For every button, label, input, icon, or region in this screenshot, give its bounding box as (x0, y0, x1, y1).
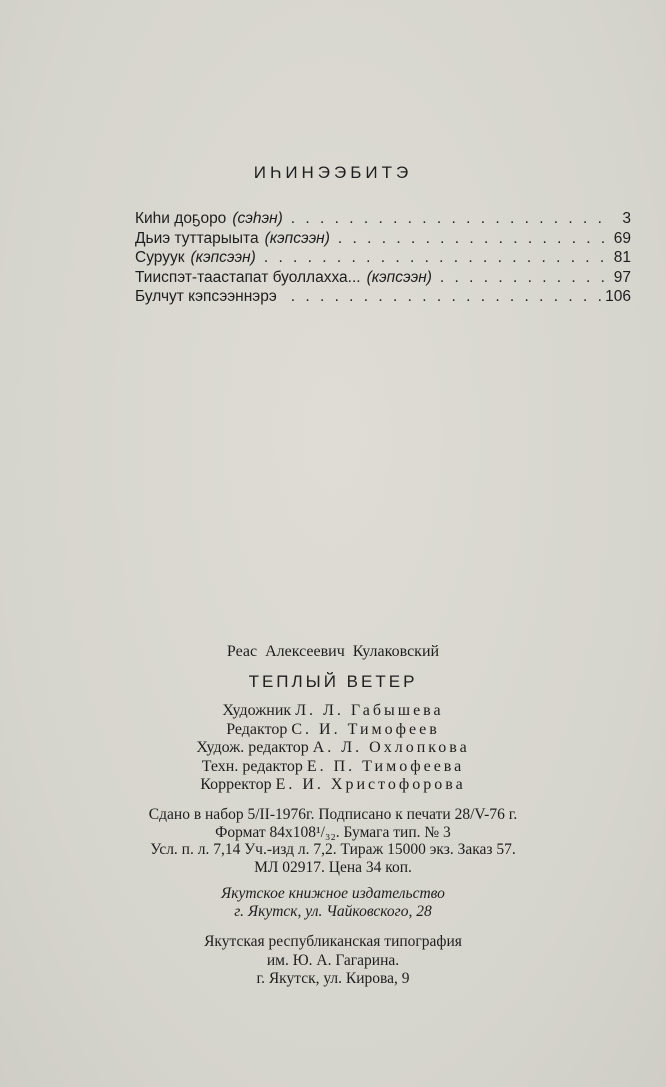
toc-entry-title: Суруук (135, 249, 185, 266)
toc-entry-page: 69 (613, 229, 631, 247)
printer-line: г. Якутск, ул. Кирова, 9 (256, 970, 410, 987)
credit-line (0, 702, 666, 721)
publisher-line: г. Якутск, ул. Чайковского, 28 (234, 903, 432, 920)
toc-entry (135, 288, 631, 308)
credits-block (0, 702, 666, 795)
pub-line: Формат 84х108¹/₃₂. Бумага тип. № 3 (215, 823, 451, 841)
pub-line: Усл. п. л. 7,14 Уч.-изд л. 7,2. Тираж 15000 экз. Заказ 57. (150, 841, 516, 858)
credit-line (0, 721, 666, 740)
credit-role: Техн. редактор (201, 757, 303, 775)
toc-entry (135, 269, 631, 289)
toc-leader-dots (440, 269, 605, 287)
toc-entry-genre: (сэһэн) (232, 210, 283, 227)
credit-role: Редактор (226, 720, 288, 738)
credit-name: Л. Л. Габышева (295, 702, 444, 719)
credit-role: Худож. редактор (196, 739, 309, 757)
toc-leader-dots (291, 288, 605, 306)
toc-entry-page: 3 (622, 210, 631, 227)
author-name: Реас Алексеевич Кулаковский (226, 643, 440, 660)
toc-leader-dots (291, 210, 605, 228)
toc-leader-dots (264, 249, 605, 267)
publisher-block (0, 885, 666, 921)
toc-entry (135, 210, 631, 230)
toc-entry-page: 97 (613, 268, 631, 286)
toc-entry-title: Булчут кэпсээннэрэ (135, 288, 277, 305)
toc-entry-title: Тииспэт-таастапат буоллахха... (135, 268, 361, 286)
toc-entry-genre: (кэпсээн) (264, 229, 330, 247)
book-title: ТЕПЛЫЙ ВЕТЕР (248, 672, 418, 691)
table-of-contents (135, 210, 631, 308)
credit-line (0, 739, 666, 758)
credit-name: Е. И. Христофорова (275, 776, 466, 794)
printer-block (0, 933, 666, 989)
credit-name: Е. П. Тимофеева (306, 757, 465, 775)
publisher-line: Якутское книжное издательство (221, 885, 445, 902)
pub-line: Сдано в набор 5/II-1976г. Подписано к печати 28/V-76 г. (148, 806, 518, 823)
toc-entry-page: 81 (613, 249, 631, 266)
credit-name: С. И. Тимофеев (291, 720, 440, 738)
toc-entry (135, 249, 631, 269)
publication-details (0, 806, 666, 876)
toc-entry-title: Дьиэ туттарыыта (135, 229, 259, 247)
toc-entry-page: 106 (605, 288, 631, 305)
pub-line: МЛ 02917. Цена 34 коп. (254, 858, 412, 876)
toc-entry (135, 230, 631, 250)
toc-entry-genre: (кэпсээн) (366, 268, 432, 286)
credit-line (0, 776, 666, 795)
credit-role: Художник (222, 702, 292, 719)
credit-role: Корректор (200, 776, 272, 794)
toc-entry-genre: (кэпсээн) (190, 249, 256, 266)
toc-heading: ИҺИНЭЭБИТЭ (253, 163, 413, 182)
printer-line: им. Ю. А. Гагарина. (266, 951, 400, 969)
credit-line (0, 758, 666, 777)
credit-name: А. Л. Охлопкова (312, 739, 470, 757)
toc-entry-title: Киһи доҕоро (135, 210, 227, 227)
toc-leader-dots (338, 230, 605, 248)
printer-line: Якутская республиканская типография (204, 933, 462, 950)
